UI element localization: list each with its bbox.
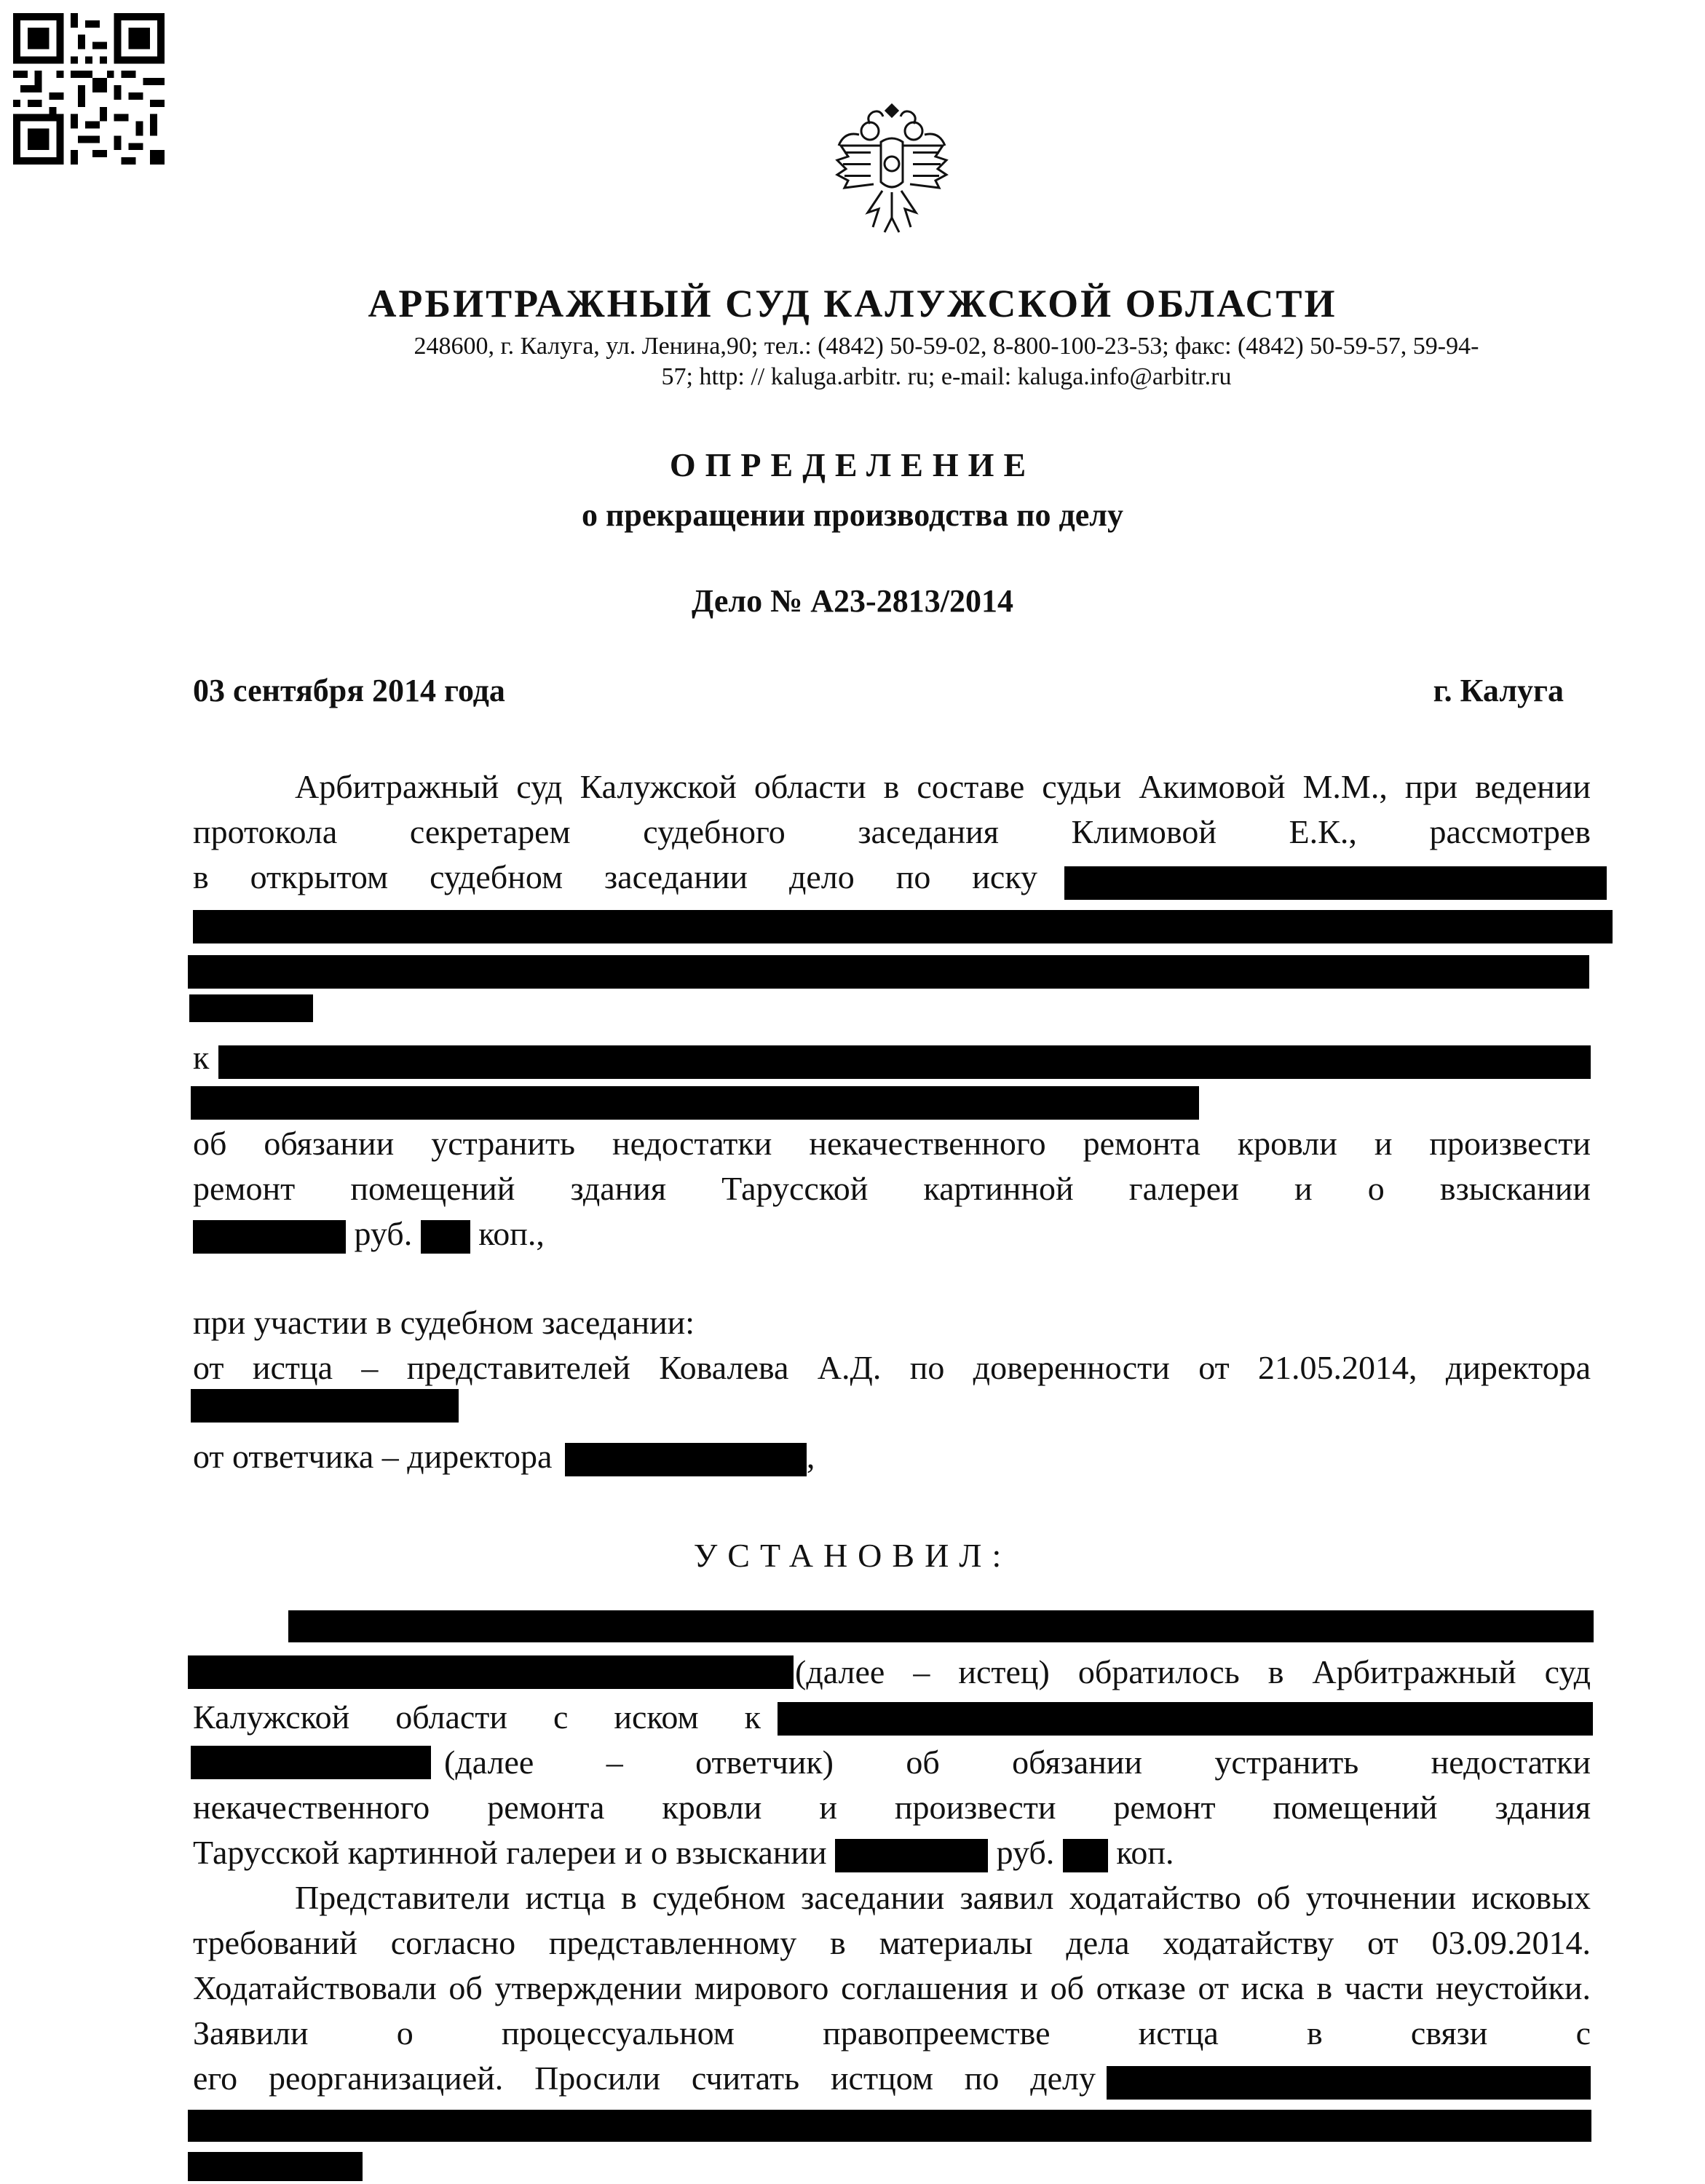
claim-line-1: об обязании устранить недостатки некачественного ремонта кровли и произвести: [193, 1125, 1591, 1162]
est-line4-text: (далее – ответчик) об обязании устранить недостатки: [444, 1744, 1591, 1781]
plaintiff-representatives: от истца – представителей Ковалева А.Д. по доверенности от 21.05.2014, директора: [193, 1349, 1591, 1386]
redaction-block: [191, 1389, 459, 1423]
open-session-line: [193, 855, 1037, 900]
redaction-block: [188, 2110, 1591, 2142]
representatives-paragraph: Представители истца в судебном заседании заявил ходатайство об уточнении исковых требований согласно представленному в материалы дела ходатайству от 03.09.2014. Ходатайствовали об утверждении мирового соглашения и об отказе от иска в части неустойки. Заявили о процессуальном правопреемстве истца в связи с: [193, 1879, 1591, 2052]
defendant-rep-text: от ответчика – директора: [193, 1438, 553, 1475]
redaction-block: [421, 1220, 470, 1254]
redaction-block: [288, 1610, 1594, 1642]
document-subtitle: о прекращении производства по делу: [582, 497, 1123, 533]
kop-label: коп.,: [478, 1215, 545, 1252]
coat-of-arms-emblem: [830, 102, 954, 240]
court-name: АРБИТРАЖНЫЙ СУД КАЛУЖСКОЙ ОБЛАСТИ: [368, 282, 1337, 325]
established-heading: УСТАНОВИЛ:: [693, 1537, 1012, 1574]
participation-heading: при участии в судебном заседании:: [193, 1304, 695, 1341]
redaction-block: [188, 955, 1589, 989]
last-line-text: его реорганизацией. Просили считать истцом по делу: [193, 2060, 1096, 2097]
redaction-block: [188, 2152, 363, 2181]
intro-paragraph: Арбитражный суд Калужской области в составе судьи Акимовой М.М., при ведении протокола секретарем судебного заседания Климовой Е.К., рассмотрев: [193, 768, 1591, 850]
redaction-block: [188, 1655, 794, 1689]
address-line-1: 248600, г. Калуга, ул. Ленина,90; тел.: (4842) 50-59-02, 8-800-100-23-53; факс: (4842) 50-59-57, 59-94-: [414, 333, 1479, 360]
rub-label: руб.: [354, 1215, 413, 1252]
qr-code: [13, 13, 165, 165]
redaction-block: [191, 1746, 431, 1779]
est-kop-label: коп.: [1116, 1834, 1174, 1871]
redaction-block: [1063, 1839, 1108, 1872]
claim-line-2: ремонт помещений здания Тарусской картинной галереи и о взыскании: [193, 1170, 1591, 1207]
claim-amount-line: [193, 1211, 545, 1257]
redaction-block: [218, 1045, 1591, 1079]
document-title: ОПРЕДЕЛЕНИЕ: [669, 446, 1036, 483]
redaction-block: [193, 910, 1613, 943]
est-line2-text: (далее – истец) обратилось в Арбитражный суд: [795, 1653, 1591, 1690]
established-line-5: некачественного ремонта кровли и произвести ремонт помещений здания: [193, 1789, 1591, 1826]
redaction-block: [565, 1443, 807, 1476]
defendant-k-line: к: [193, 1039, 210, 1076]
comma: ,: [806, 1438, 815, 1475]
redaction-block: [193, 1220, 346, 1254]
document-city: г. Калуга: [1433, 673, 1564, 708]
redaction-block: [835, 1839, 988, 1872]
est-line6-text: Тарусской картинной галереи и о взыскании: [193, 1834, 827, 1871]
open-session-text: в открытом судебном заседании дело по иску: [193, 858, 1037, 895]
established-line-3: [193, 1695, 761, 1740]
document-date: 03 сентября 2014 года: [193, 673, 505, 708]
redaction-block: [1064, 866, 1607, 900]
address-line-2: 57; http: // kaluga.arbitr. ru; e-mail: kaluga.info@arbitr.ru: [661, 363, 1232, 390]
established-line-4: [444, 1740, 1591, 1785]
redaction-block: [191, 1086, 1199, 1120]
redaction-block: [189, 994, 313, 1022]
defendant-representative: [193, 1434, 815, 1479]
redaction-block: [778, 1702, 1593, 1736]
redaction-block: [1107, 2066, 1591, 2100]
last-line: [193, 2056, 1096, 2101]
case-number: Дело № А23-2813/2014: [692, 583, 1013, 619]
established-line-6: [193, 1830, 1174, 1875]
established-line-2: [795, 1650, 1591, 1695]
est-line3-text: Калужской области с иском к: [193, 1698, 761, 1736]
court-address: [298, 331, 1594, 392]
est-rub-label: руб.: [996, 1834, 1055, 1871]
